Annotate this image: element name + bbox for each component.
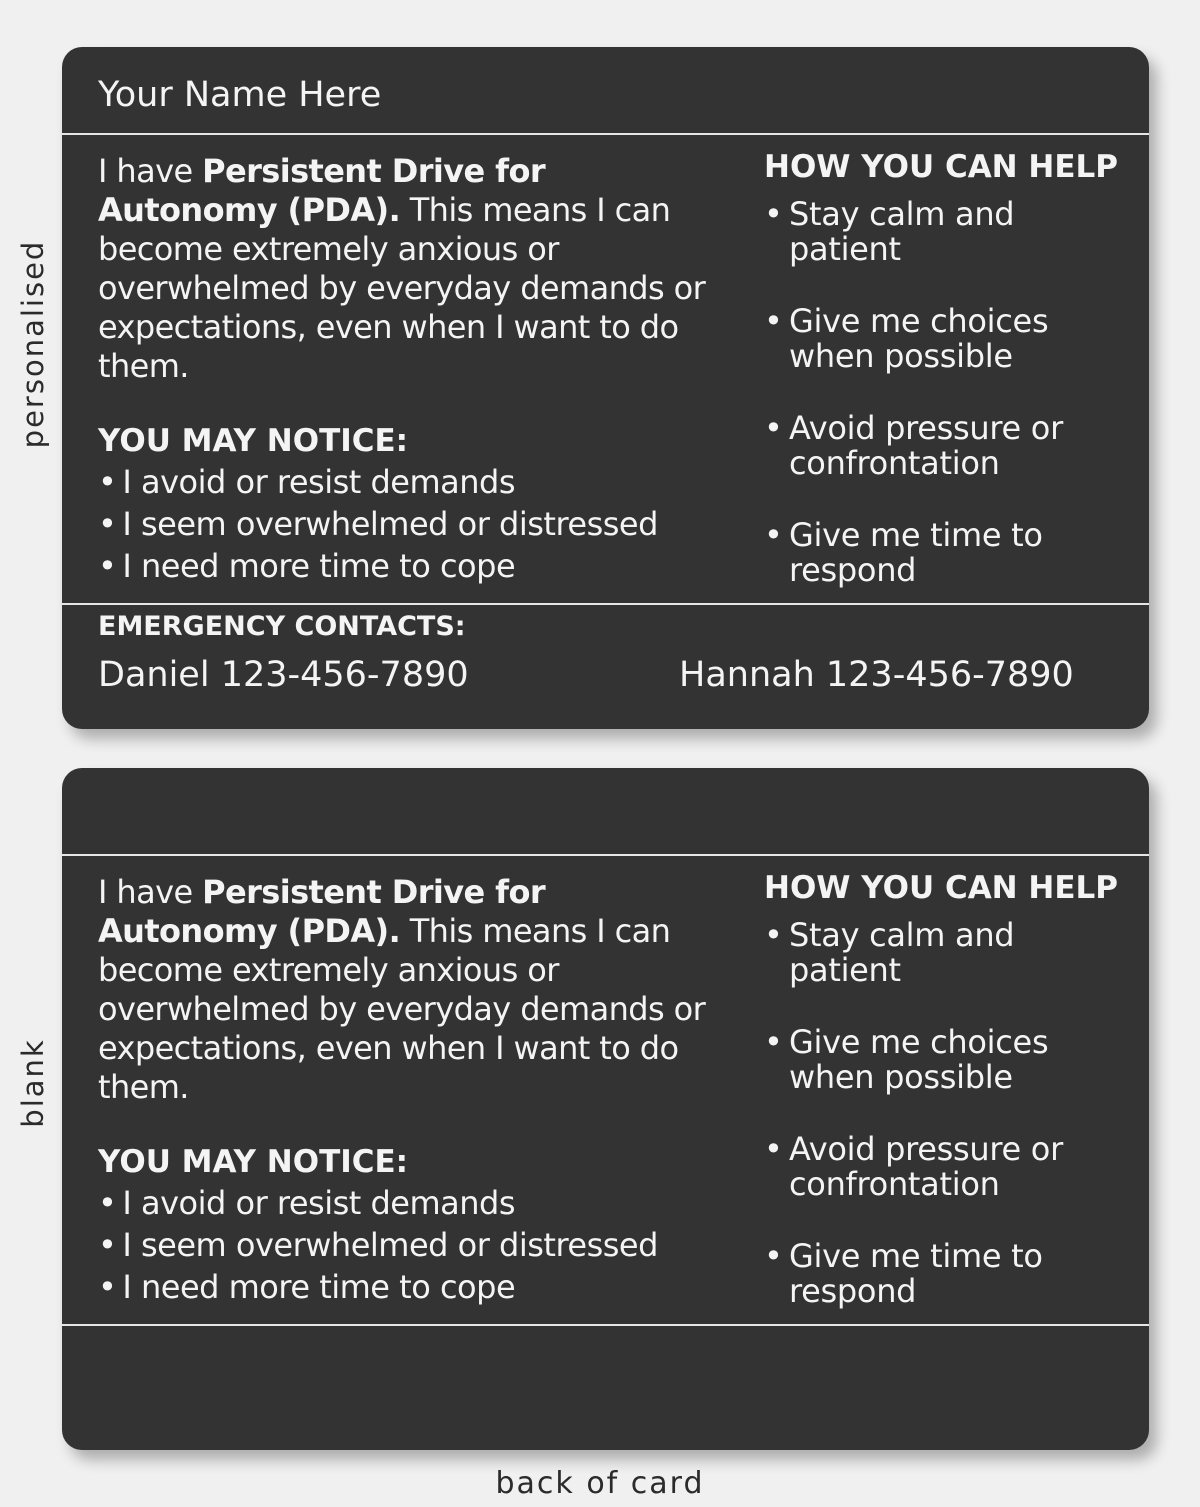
header-divider xyxy=(62,133,1149,135)
notice-title: YOU MAY NOTICE: xyxy=(98,423,409,459)
notice-item: • I need more time to cope xyxy=(98,1266,658,1308)
help-list xyxy=(764,197,1124,625)
footer-divider xyxy=(62,1324,1149,1326)
help-title: HOW YOU CAN HELP xyxy=(764,870,1119,906)
emergency-title: EMERGENCY CONTACTS: xyxy=(98,611,466,642)
help-item: • Give me choices when possible xyxy=(764,304,1124,411)
notice-item: • I seem overwhelmed or distressed xyxy=(98,1224,658,1266)
help-item: • Give me time to respond xyxy=(764,518,1124,625)
help-item: • Avoid pressure or confrontation xyxy=(764,411,1124,518)
card-name: Your Name Here xyxy=(98,75,382,115)
contact-hannah: Hannah 123-456-7890 xyxy=(679,655,1074,695)
blank-card xyxy=(62,768,1149,1450)
intro-bold: Persistent Drive for Autonomy (PDA). xyxy=(98,873,546,950)
intro-rest: This means I can become extremely anxious or overwhelmed by everyday demands or expectations, even when I want to do them. xyxy=(98,191,706,385)
personalised-label: personalised xyxy=(16,239,50,449)
notice-list xyxy=(98,461,658,587)
intro-rest: This means I can become extremely anxious or overwhelmed by everyday demands or expectations, even when I want to do them. xyxy=(98,912,706,1106)
notice-item: • I need more time to cope xyxy=(98,545,658,587)
help-title: HOW YOU CAN HELP xyxy=(764,149,1119,185)
help-item: • Stay calm and patient xyxy=(764,197,1124,304)
header-divider xyxy=(62,854,1149,856)
personalised-card xyxy=(62,47,1149,729)
intro-text xyxy=(98,873,718,1107)
help-item: • Avoid pressure or confrontation xyxy=(764,1132,1124,1239)
footer-label: back of card xyxy=(495,1466,705,1501)
intro-prefix: I have xyxy=(98,152,203,190)
notice-list xyxy=(98,1182,658,1308)
help-item: • Give me time to respond xyxy=(764,1239,1124,1346)
notice-item: • I avoid or resist demands xyxy=(98,1182,658,1224)
intro-prefix: I have xyxy=(98,873,203,911)
notice-item: • I avoid or resist demands xyxy=(98,461,658,503)
notice-item: • I seem overwhelmed or distressed xyxy=(98,503,658,545)
footer-divider xyxy=(62,603,1149,605)
help-list xyxy=(764,918,1124,1346)
contact-daniel: Daniel 123-456-7890 xyxy=(98,655,469,695)
intro-text xyxy=(98,152,718,386)
intro-bold: Persistent Drive for Autonomy (PDA). xyxy=(98,152,546,229)
blank-label: blank xyxy=(16,1038,50,1128)
help-item: • Stay calm and patient xyxy=(764,918,1124,1025)
notice-title: YOU MAY NOTICE: xyxy=(98,1144,409,1180)
help-item: • Give me choices when possible xyxy=(764,1025,1124,1132)
